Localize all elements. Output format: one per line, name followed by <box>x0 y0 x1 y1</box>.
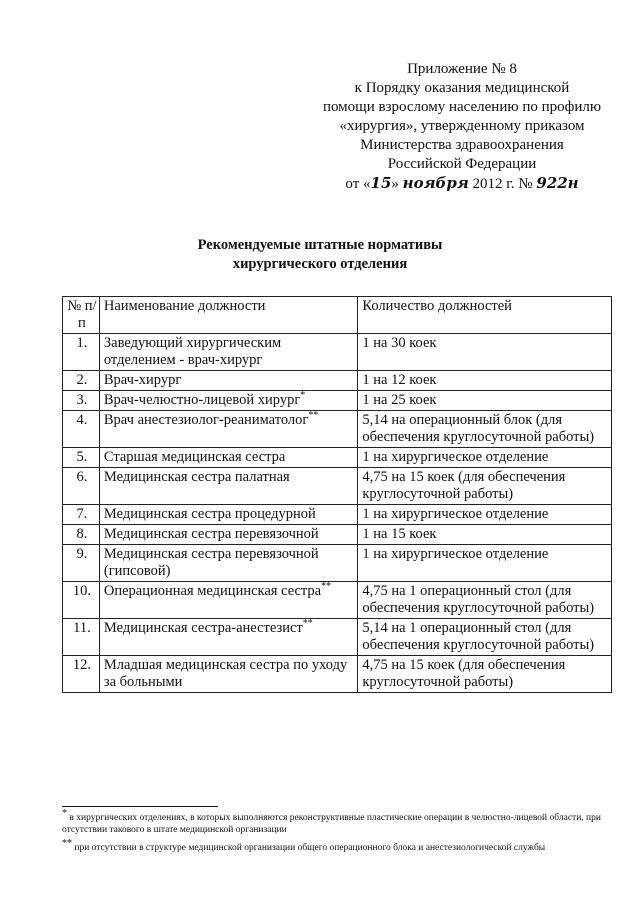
position-name-cell <box>99 411 358 448</box>
position-name: Операционная медицинская сестра <box>103 583 322 599</box>
header-quantity: Количество должностей <box>358 297 612 334</box>
appendix-number: Приложение № 8 <box>407 61 517 77</box>
position-quantity: 4,75 на 1 операционный стол (для обеспечения круглосуточной работы) <box>358 582 612 619</box>
position-name: Старшая медицинская сестра <box>103 449 286 465</box>
position-name-cell <box>99 582 358 619</box>
table-row <box>63 371 612 391</box>
row-number: 8. <box>63 525 100 545</box>
position-name: Врач-челюстно-лицевой хирург <box>103 392 301 408</box>
position-name-cell <box>99 545 358 582</box>
row-number: 5. <box>63 448 100 468</box>
footnote-2 <box>62 837 622 854</box>
position-name-cell <box>99 656 358 693</box>
position-quantity: 1 на 30 коек <box>358 334 612 371</box>
table-row <box>63 619 612 656</box>
position-quantity: 5,14 на 1 операционный стол (для обеспечения круглосуточной работы) <box>358 619 612 656</box>
table-row <box>63 411 612 448</box>
position-name: Медицинская сестра палатная <box>103 469 290 485</box>
row-number: 4. <box>63 411 100 448</box>
order-date-line <box>312 174 612 194</box>
row-number: 10. <box>63 582 100 619</box>
position-quantity: 1 на 12 коек <box>358 371 612 391</box>
position-name-cell <box>99 448 358 468</box>
position-name: Медицинская сестра перевязочной (гипсовой) <box>103 546 319 579</box>
row-number: 3. <box>63 391 100 411</box>
position-quantity: 1 на хирургическое отделение <box>358 448 612 468</box>
row-number: 9. <box>63 545 100 582</box>
header-line-3: помощи взрослому населению по профилю <box>322 99 602 115</box>
title-line-2: хирургического отделения <box>232 256 408 272</box>
position-name-cell <box>99 619 358 656</box>
appendix-header <box>312 60 612 194</box>
footnote-divider <box>62 806 218 807</box>
position-name: Медицинская сестра-анестезист <box>103 620 303 636</box>
position-name-cell <box>99 468 358 505</box>
row-number: 11. <box>63 619 100 656</box>
row-number: 1. <box>63 334 100 371</box>
table-row <box>63 505 612 525</box>
position-quantity: 4,75 на 15 коек (для обеспечения круглосуточной работы) <box>358 656 612 693</box>
footnote-marker: ** <box>302 618 313 630</box>
table-row <box>63 391 612 411</box>
document-title <box>0 236 640 274</box>
footnote-1 <box>62 807 622 836</box>
date-year: 2012 г. № <box>472 176 533 192</box>
table-row <box>63 468 612 505</box>
position-name: Врач анестезиолог-реаниматолог <box>103 412 309 428</box>
position-quantity: 1 на 15 коек <box>358 525 612 545</box>
date-mid: » <box>391 176 399 192</box>
position-name: Медицинская сестра перевязочной <box>103 526 319 542</box>
header-line-5: Министерства здравоохранения <box>360 137 564 153</box>
date-month-handwritten: ноября <box>402 174 469 192</box>
footnote-marker: ** <box>321 581 332 593</box>
table-row <box>63 545 612 582</box>
position-quantity: 1 на 25 коек <box>358 391 612 411</box>
position-name: Младшая медицинская сестра по уходу за больными <box>103 657 348 690</box>
table-row <box>63 334 612 371</box>
table-row <box>63 582 612 619</box>
table-row <box>63 525 612 545</box>
position-quantity: 1 на хирургическое отделение <box>358 505 612 525</box>
title-line-1: Рекомендуемые штатные нормативы <box>197 237 443 253</box>
position-quantity: 1 на хирургическое отделение <box>358 545 612 582</box>
footnote-2-text: при отсутствии в структуре медицинской организации общего операционного блока и анестезиологической службы <box>74 843 546 853</box>
date-day-handwritten: 15 <box>370 174 392 192</box>
footnote-2-mark: ** <box>62 837 72 849</box>
header-no: № п/п <box>63 297 100 334</box>
row-number: 2. <box>63 371 100 391</box>
position-name: Врач-хирург <box>103 372 182 388</box>
header-line-2: к Порядку оказания медицинской <box>354 80 570 96</box>
header-position: Наименование должности <box>99 297 358 334</box>
footnote-1-text: в хирургических отделениях, в которых выполняются реконструктивные пластические операции в челюстно-лицевой области, при отсутствии такового в штате медицинской организации <box>62 813 601 835</box>
row-number: 7. <box>63 505 100 525</box>
position-name-cell <box>99 334 358 371</box>
row-number: 6. <box>63 468 100 505</box>
staff-norms-table <box>62 296 612 693</box>
footnote-marker: ** <box>308 410 319 422</box>
footnote-marker: * <box>300 390 306 402</box>
position-quantity: 4,75 на 15 коек (для обеспечения круглосуточной работы) <box>358 468 612 505</box>
position-name-cell <box>99 391 358 411</box>
table-row <box>63 656 612 693</box>
position-name-cell <box>99 371 358 391</box>
position-name-cell <box>99 505 358 525</box>
header-line-6: Российской Федерации <box>387 156 537 172</box>
position-quantity: 5,14 на операционный блок (для обеспечения круглосуточной работы) <box>358 411 612 448</box>
footnote-1-mark: * <box>62 807 67 819</box>
position-name-cell <box>99 525 358 545</box>
position-name: Заведующий хирургическим отделением - врач-хирург <box>103 335 282 368</box>
table-body <box>63 334 612 693</box>
date-prefix: от « <box>345 176 371 192</box>
row-number: 12. <box>63 656 100 693</box>
header-line-4: «хирургия», утвержденному приказом <box>339 118 585 134</box>
table-row <box>63 448 612 468</box>
position-name: Медицинская сестра процедурной <box>103 506 316 522</box>
order-number-handwritten: 922н <box>536 174 579 192</box>
table-header-row <box>63 297 612 334</box>
